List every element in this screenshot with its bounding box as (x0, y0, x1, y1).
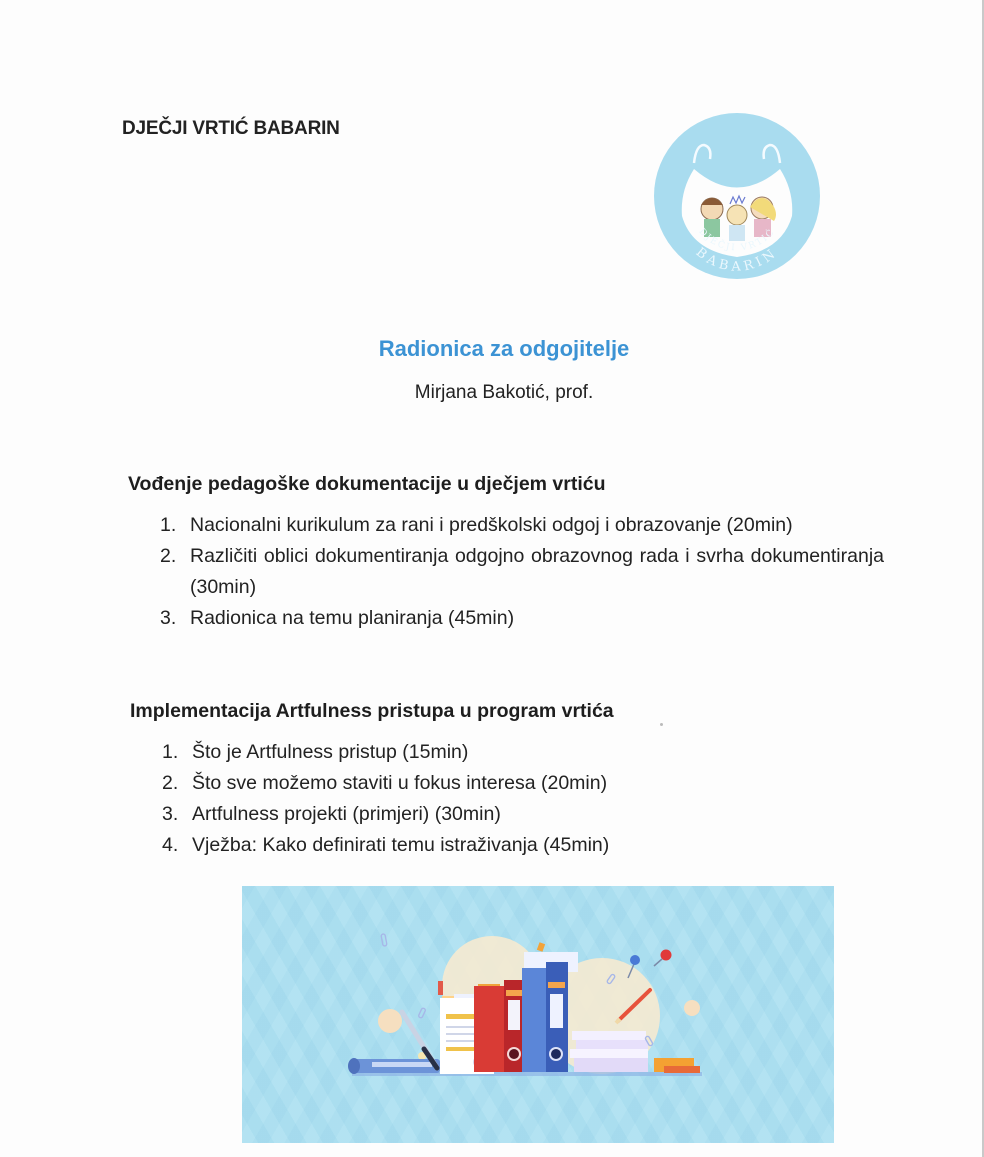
list-item-number: 3. (160, 607, 177, 629)
sticky-note-icon (654, 1058, 700, 1073)
paperclip-icon (381, 934, 387, 947)
list-item-text: Nacionalni kurikulum za rani i predškolski odgoj i obrazovanje (20min) (190, 514, 793, 536)
list-item (160, 603, 884, 634)
list-item-number: 1. (160, 514, 177, 536)
svg-text:BABARIN: BABARIN (692, 244, 782, 275)
push-pin-icon (654, 950, 672, 967)
list-item (162, 830, 682, 861)
list-item-text: Vježba: Kako definirati temu istraživanja (45min) (192, 834, 610, 856)
bubble-icon (378, 1009, 402, 1033)
list-item (162, 799, 682, 830)
scan-speck (660, 723, 663, 726)
section-title: Implementacija Artfulness pristupa u program vrtića (130, 700, 614, 722)
notebook-icon (348, 1058, 440, 1074)
organization-name: DJEČJI VRTIĆ BABARIN (122, 118, 340, 139)
list-item (160, 541, 884, 603)
bubble-icon (684, 1000, 700, 1016)
list-item-number: 1. (162, 741, 179, 763)
section-list (160, 510, 884, 634)
section-list (162, 737, 682, 861)
list-item-number: 2. (160, 545, 177, 567)
tag-icon (537, 942, 545, 952)
list-item-text: Artfulness projekti (primjeri) (30min) (192, 803, 501, 825)
list-item (160, 510, 884, 541)
document-author: Mirjana Bakotić, prof. (414, 382, 594, 403)
list-item-text: Radionica na temu planiranja (45min) (190, 607, 515, 629)
paper-stack-icon (570, 1031, 648, 1072)
kindergarten-logo-icon (652, 111, 822, 281)
list-item (162, 737, 682, 768)
list-item-number: 2. (162, 772, 179, 794)
list-item-number: 3. (162, 803, 179, 825)
list-item-number: 4. (162, 834, 179, 856)
paperclip-icon (418, 1008, 426, 1019)
list-item (162, 768, 682, 799)
red-binder-icon (474, 980, 524, 1072)
list-item-text: Različiti oblici dokumentiranja odgojno obrazovnog rada i svrha dokumentiranja (30min) (190, 545, 884, 598)
section-title: Vođenje pedagoške dokumentacije u dječjem vrtiću (128, 473, 606, 495)
document-title: Radionica za odgojitelje (378, 336, 630, 361)
svg-text:DJEČJI VRTIĆ: DJEČJI VRTIĆ (696, 226, 778, 254)
list-item-text: Što sve možemo staviti u fokus interesa (20min) (192, 772, 608, 794)
documents-and-binders-illustration (242, 886, 834, 1143)
list-item-text: Što je Artfulness pristup (15min) (192, 741, 469, 763)
